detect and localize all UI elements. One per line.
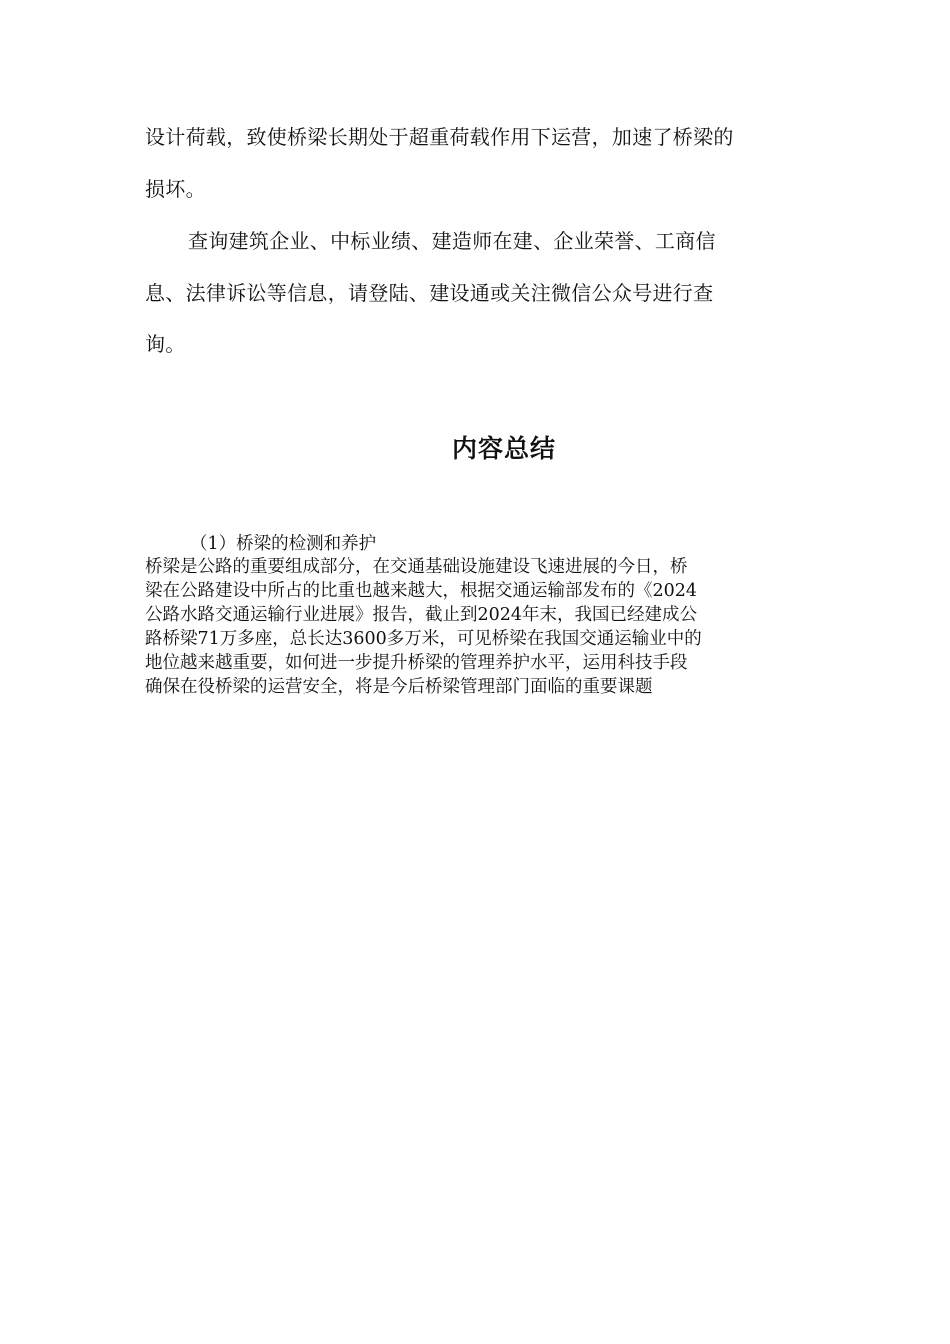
summary-text-line: 路桥梁71万多座，总长达3600多万米，可见桥梁在我国交通运输业中的 bbox=[145, 629, 702, 649]
summary-text-line: 确保在役桥梁的运营安全，将是今后桥梁管理部门面临的重要课题 bbox=[145, 677, 653, 697]
summary-text-line: 梁在公路建设中所占的比重也越来越大，根据交通运输部发布的《2024 bbox=[145, 581, 698, 601]
summary-text-line: 地位越来越重要，如何进一步提升桥梁的管理养护水平，运用科技手段 bbox=[145, 653, 688, 673]
summary-heading: （1）桥梁的检测和养护 bbox=[190, 534, 377, 554]
body-text-line: 损坏。 bbox=[145, 177, 206, 201]
body-text-line: 息、法律诉讼等信息，请登陆、建设通或关注微信公众号进行查 bbox=[145, 281, 714, 305]
body-text-line: 询。 bbox=[145, 332, 186, 356]
summary-text-line: 公路水路交通运输行业进展》报告，截止到2024年末，我国已经建成公 bbox=[145, 605, 698, 625]
summary-title: 内容总结 bbox=[451, 434, 556, 463]
body-text-line: 设计荷载，致使桥梁长期处于超重荷载作用下运营，加速了桥梁的 bbox=[145, 125, 734, 149]
summary-text-line: 桥梁是公路的重要组成部分，在交通基础设施建设飞速进展的今日，桥 bbox=[145, 557, 688, 577]
body-text-line: 查询建筑企业、中标业绩、建造师在建、企业荣誉、工商信 bbox=[188, 229, 716, 253]
